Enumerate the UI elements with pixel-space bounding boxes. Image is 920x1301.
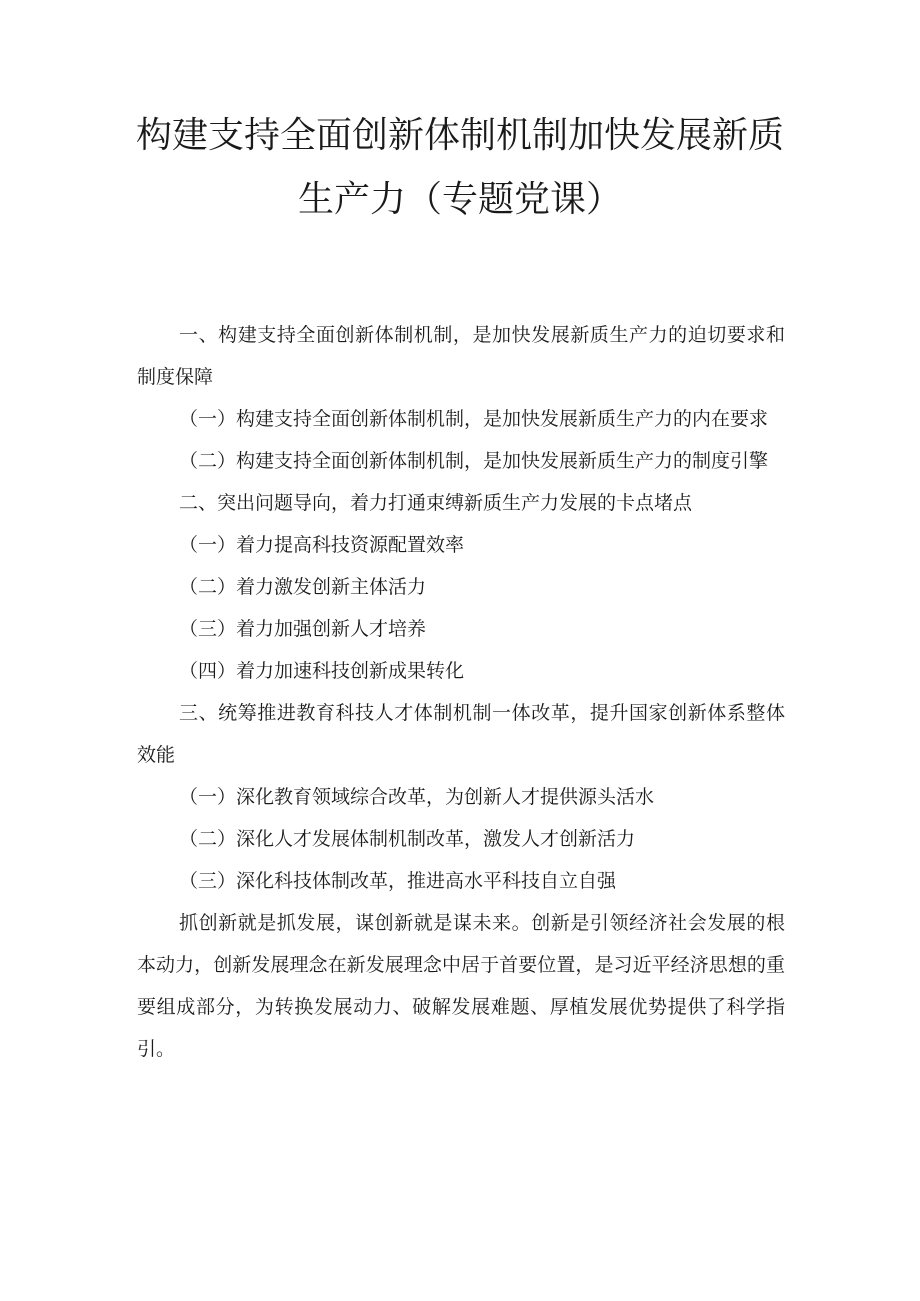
section-heading-1: 一、构建支持全面创新体制机制，是加快发展新质生产力的迫切要求和制度保障 [137, 324, 785, 388]
subsection-1-2: （二）构建支持全面创新体制机制，是加快发展新质生产力的制度引擎 [179, 450, 769, 472]
body-paragraph: 抓创新就是抓发展，谋创新就是谋未来。创新是引领经济社会发展的根本动力，创新发展理念在新发展理念中居于首要位置，是习近平经济思想的重要组成部分，为转换发展动力、破解发展难题、厚植发展优势提供了科学指引。 [137, 912, 785, 1060]
subsection-2-2: （二）着力激发创新主体活力 [179, 576, 427, 598]
document-body [137, 314, 785, 1070]
document-title-line-1: 构建支持全面创新体制机制加快发展新质 [135, 115, 784, 156]
subsection-2-3: （三）着力加强创新人才培养 [179, 618, 427, 640]
subsection-3-3: （三）深化科技体制改革，推进高水平科技自立自强 [179, 870, 617, 892]
subsection-2-1: （一）着力提高科技资源配置效率 [179, 534, 465, 556]
subsection-1-1: （一）构建支持全面创新体制机制，是加快发展新质生产力的内在要求 [179, 408, 769, 430]
section-heading-3: 三、统筹推进教育科技人才体制机制一体改革，提升国家创新体系整体效能 [137, 702, 785, 766]
subsection-2-4: （四）着力加速科技创新成果转化 [179, 660, 465, 682]
document-title-line-2: 生产力（专题党课） [297, 179, 622, 220]
section-heading-2: 二、突出问题导向，着力打通束缚新质生产力发展的卡点堵点 [179, 492, 693, 514]
subsection-3-1: （一）深化教育领域综合改革，为创新人才提供源头活水 [179, 786, 655, 808]
subsection-3-2: （二）深化人才发展体制机制改革，激发人才创新活力 [179, 828, 636, 850]
